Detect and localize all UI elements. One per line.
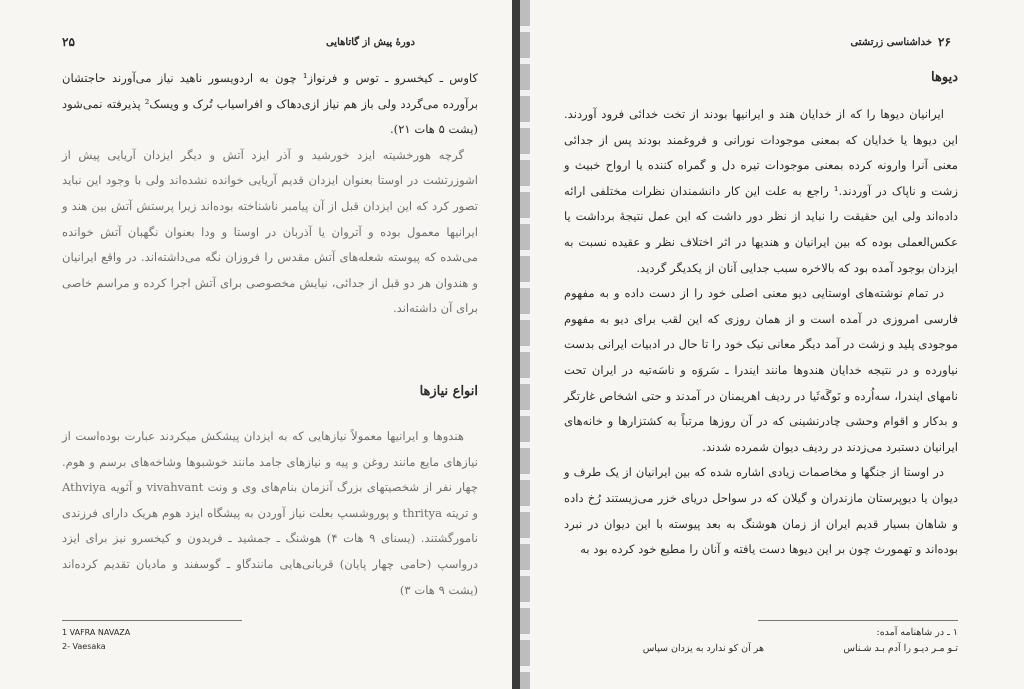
- left-paragraph-1: کاوس ـ کیخسرو ـ توس و فرنواز¹ چون به اردویسور ناهید نیاز می‌آورند حاجتشان برآورده می‌گردد ولی باز هم نیاز ازی‌دهاک و افراسیاب تُرک و ویسک² پذیرفته نمی‌شود (یشت ۵ هات ۲۱).: [62, 71, 478, 137]
- left-page-number: ۲۵: [62, 35, 75, 49]
- left-footnote-1: 1 VAFRA NAVAZA: [62, 628, 131, 637]
- left-section-heading: انواع نیازها: [419, 384, 478, 399]
- right-section-heading: دیوها: [931, 70, 958, 85]
- book-gutter: [512, 0, 520, 689]
- right-paragraph-1: ایرانیان دیوها را که از خدایان هند و ایرانیها بودند از تخت خدائی فرود آوردند. این دیوها یا خدایان که بمعنی موجودات نورانی و فروغمند بودند پس از جدائی معنی آنرا وارونه کرده بمعنی موجودات تیره دل و گمراه کننده یا ارواح خبیث و زشت و ناپاک در آوردند.¹ راجع به علت این کار دانشمندان نظرات مختلفی ارائه داده‌اند ولی این حقیقت را نباید از نظر دور داشت که این عمل نتیجهٔ برداشت یا عکس‌العملی بوده که بین ایرانیان و هندیها در اثر اختلاف نظر و عقیده نسبت به ایزدان بوجود آمده بود که بالاخره سبب جدایی آنان از یکدیگر گردید.: [564, 107, 959, 275]
- right-body: [564, 102, 958, 563]
- right-footnote-verse-1: تـو مـر دیـو را آدم بـد شـناس: [843, 643, 958, 654]
- left-paragraph-2: گرچه هورخشیته ایزد خورشید و آذر ایزد آتش و دیگر ایزدان آریایی پیش از اشوزرتشت در اوستا بعنوان ایزدان قدیم آریایی خوانده نشده‌اند ولی با وجود این نباید تصور کرد که این ایزدان قبل از آن پیامبر ناشناخته بوده‌اند زیرا پرستش آتش بین هند و ایرانیها معمول بوده و آتروان یا آذربان در اوستا و ودا بعنوان نگهبان آتش خوانده می‌شده که پیوسته شعله‌های آتش مقدس را فروزان نگه می‌داشته‌اند. در واقع ایرانیان و هندوان هر دو قبل از جدائی، نیایش مخصوصی برای آتش اجرا کرده و مراسم خاصی برای آن داشته‌اند.: [62, 147, 478, 316]
- right-footnote-label: ۱ ـ در شاهنامه آمده:: [876, 627, 958, 638]
- left-footnote-2: 2- Vaesaka: [62, 642, 106, 651]
- right-paragraph-3: در اوستا از جنگها و مخاصمات زیادی اشاره شده که بین ایرانیان از یک طرف و دیوان یا دیوپرستان مازندران و گیلان که در سواحل دریای خزر می‌زیستند رُخ داده و شاهان بسیار قدیم ایران از زمان هوشنگ به بعد پیوسته با این دیوان در نبرد بوده‌اند و تهمورث چون بر این دیوها دست یافته و آنان را مطیع خود کرده بود به: [564, 465, 958, 557]
- right-page-number: ۲۶: [938, 35, 951, 49]
- right-paragraph-2: در تمام نوشته‌های اوستایی دیو معنی اصلی خود را از دست داده و به مفهوم فارسی امروزی در آمده است و از همان روزی که این لقب برای دیو به مفهوم موجودی پلید و زشت در آمد دیگر معانی نیک خود را تا حال در ادبیات ایرانی بدست نیاورده و در نتیجه خدایان هندوها مانند ایندرا ـ سَروَه و ناسَه‌تیه در ایران تحت نامهای ایندرا، سه‌اُرده و نَوگَه‌ثَیا در ردیف اهریمنان در آمدند و حتی اشخاص غارتگر و بدکار و اقوام وحشی چادرنشینی که در آن روزها مرتباً به کشتزارها و خانه‌های ایرانیان دستبرد می‌زدند در ردیف دیوان شمرده شدند.: [564, 286, 958, 454]
- left-running-head: دورهٔ پیش از گاتاهایی: [325, 37, 415, 48]
- left-body-bottom: [62, 424, 478, 603]
- binding-edge: [520, 0, 530, 689]
- right-footnote-verse-2: هر آن کو ندارد به یزدان سپاس: [642, 643, 764, 654]
- right-running-head: خداشناسی زرتشتی: [850, 37, 932, 48]
- right-page: [520, 0, 1024, 689]
- right-footnote-rule: [758, 620, 958, 621]
- left-body-top: [62, 66, 478, 322]
- left-footnote-rule: [62, 620, 242, 621]
- left-paragraph-3: هندوها و ایرانیها معمولاً نیازهایی که به ایزدان پیشکش میکردند عبارت بوده‌است از نیازهای مایع مانند روغن و پیه و نیازهای جامد مانند خوشبوها وشاخه‌های برسم و هوم. چهار نفر از شخصیتهای بزرگ آنزمان بنام‌های وی و ونت vivahvant و آثویه Athviya و تریته thritya و پوروشسپ بعلت نیاز آوردن به پیشگاه ایزد هوم هریک دارای فرزندی نامورگشتند. (یسنای ۹ هات ۴) هوشنگ ـ جمشید ـ فریدون و کیخسرو نیز برای ایزد درواسپ (حامی چهار پایان) قربانی‌هایی مانندگاو ـ گوسفند و مادیان تقدیم کرده‌اند (یشت ۹ هات ۳): [62, 429, 478, 597]
